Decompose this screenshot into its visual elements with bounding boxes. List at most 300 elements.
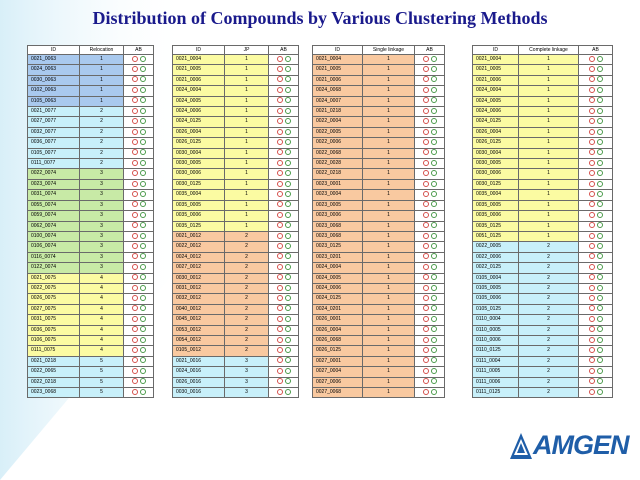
table-row xyxy=(28,169,154,179)
cluster-cell: 1 xyxy=(225,179,269,189)
ring-icon xyxy=(277,378,283,384)
cluster-cell: 2 xyxy=(80,127,124,137)
compound-id-cell: 0026_0004 xyxy=(473,127,519,137)
compound-id-cell: 0024_0016 xyxy=(173,367,225,377)
compound-id-cell: 0035_0125 xyxy=(473,221,519,231)
compound-id-cell: 0035_0125 xyxy=(173,221,225,231)
column-header-ab: AB xyxy=(415,46,445,55)
table-row xyxy=(313,86,445,96)
compound-id-cell: 0024_0004 xyxy=(313,263,363,273)
compound-id-cell: 0106_0075 xyxy=(28,335,80,345)
ring-icon xyxy=(277,243,283,249)
compound-id-cell: 0105_0077 xyxy=(28,148,80,158)
table-row xyxy=(313,346,445,356)
ring-icon xyxy=(589,222,595,228)
ring-icon xyxy=(423,108,429,114)
ring-icon xyxy=(597,222,603,228)
ab-structure-cell xyxy=(415,263,445,273)
ring-icon xyxy=(597,76,603,82)
compound-id-cell: 0023_0068 xyxy=(28,388,80,398)
ring-icon xyxy=(431,326,437,332)
ab-structure-cell xyxy=(124,242,154,252)
table-row xyxy=(173,367,299,377)
ring-icon xyxy=(423,56,429,62)
cluster-cell: 1 xyxy=(363,263,415,273)
ring-icon xyxy=(285,243,291,249)
ring-icon xyxy=(132,76,138,82)
ring-icon xyxy=(140,97,146,103)
cluster-cell: 2 xyxy=(225,263,269,273)
ab-structure-cell xyxy=(269,211,299,221)
cluster-cell: 1 xyxy=(519,179,579,189)
table-row xyxy=(28,273,154,283)
table-row xyxy=(28,159,154,169)
ring-icon xyxy=(431,66,437,72)
ring-icon xyxy=(277,212,283,218)
cluster-cell: 1 xyxy=(519,86,579,96)
ab-structure-cell xyxy=(124,273,154,283)
ring-icon xyxy=(285,337,291,343)
table-row xyxy=(28,367,154,377)
cluster-cell: 1 xyxy=(363,127,415,137)
ab-structure-cell xyxy=(415,294,445,304)
compound-id-cell: 0024_0201 xyxy=(313,304,363,314)
ring-icon xyxy=(597,97,603,103)
compound-id-cell: 0022_0218 xyxy=(28,377,80,387)
compound-id-cell: 0027_0006 xyxy=(313,377,363,387)
compound-id-cell: 0023_0068 xyxy=(313,221,363,231)
ab-structure-cell xyxy=(415,86,445,96)
compound-id-cell: 0105_0063 xyxy=(28,96,80,106)
ring-icon xyxy=(140,149,146,155)
table-row xyxy=(473,117,613,127)
ab-structure-cell xyxy=(579,221,613,231)
table-row xyxy=(173,211,299,221)
ring-icon xyxy=(140,337,146,343)
compound-id-cell: 0105_0005 xyxy=(473,283,519,293)
table-row xyxy=(473,107,613,117)
ab-structure-cell xyxy=(269,367,299,377)
amgen-wordmark: AMGEN xyxy=(533,430,629,460)
ring-icon xyxy=(285,347,291,353)
ab-structure-cell xyxy=(579,304,613,314)
ring-icon xyxy=(431,129,437,135)
ring-icon xyxy=(589,76,595,82)
ring-icon xyxy=(285,129,291,135)
cluster-cell: 2 xyxy=(519,252,579,262)
ring-icon xyxy=(132,66,138,72)
ring-icon xyxy=(132,97,138,103)
table-row xyxy=(173,263,299,273)
ring-icon xyxy=(431,389,437,395)
compound-id-cell: 0030_0125 xyxy=(173,179,225,189)
ring-icon xyxy=(140,170,146,176)
compound-id-cell: 0023_0125 xyxy=(313,242,363,252)
ab-structure-cell xyxy=(415,179,445,189)
ring-icon xyxy=(132,118,138,124)
ab-structure-cell xyxy=(415,200,445,210)
cluster-cell: 1 xyxy=(363,75,415,85)
compound-id-cell: 0027_0075 xyxy=(28,304,80,314)
ring-icon xyxy=(423,212,429,218)
ab-structure-cell xyxy=(124,325,154,335)
cluster-cell: 2 xyxy=(225,231,269,241)
ring-icon xyxy=(597,253,603,259)
compound-id-cell: 0026_0125 xyxy=(313,346,363,356)
ring-icon xyxy=(140,76,146,82)
cluster-cell: 1 xyxy=(519,190,579,200)
ring-icon xyxy=(285,160,291,166)
ring-icon xyxy=(589,149,595,155)
ring-icon xyxy=(132,129,138,135)
ring-icon xyxy=(589,66,595,72)
table-row xyxy=(473,190,613,200)
cluster-cell: 2 xyxy=(519,283,579,293)
compound-id-cell: 0040_0012 xyxy=(173,304,225,314)
compound-id-cell: 0022_0006 xyxy=(313,138,363,148)
compound-id-cell: 0110_0004 xyxy=(473,315,519,325)
compound-id-cell: 0022_0005 xyxy=(473,242,519,252)
compound-id-cell: 0026_0075 xyxy=(28,294,80,304)
compound-id-cell: 0027_0004 xyxy=(313,367,363,377)
cluster-cell: 1 xyxy=(363,242,415,252)
ring-icon xyxy=(132,326,138,332)
table-row xyxy=(473,346,613,356)
cluster-cell: 2 xyxy=(80,148,124,158)
ab-structure-cell xyxy=(415,304,445,314)
ab-structure-cell xyxy=(579,107,613,117)
compound-id-cell: 0035_0004 xyxy=(473,190,519,200)
compound-id-cell: 0021_0063 xyxy=(28,55,80,65)
cluster-cell: 1 xyxy=(225,159,269,169)
ab-structure-cell xyxy=(269,346,299,356)
compound-id-cell: 0024_0005 xyxy=(173,96,225,106)
table-row xyxy=(28,242,154,252)
ring-icon xyxy=(277,222,283,228)
compound-id-cell: 0110_0125 xyxy=(473,346,519,356)
column-header-id: ID xyxy=(173,46,225,55)
ring-icon xyxy=(285,139,291,145)
compound-id-cell: 0031_0074 xyxy=(28,190,80,200)
ring-icon xyxy=(431,347,437,353)
ring-icon xyxy=(277,66,283,72)
ring-icon xyxy=(423,326,429,332)
ab-structure-cell xyxy=(579,96,613,106)
ring-icon xyxy=(431,108,437,114)
ring-icon xyxy=(597,274,603,280)
single-linkage-table xyxy=(312,45,445,398)
compound-id-cell: 0035_0004 xyxy=(173,190,225,200)
compound-id-cell: 0021_0005 xyxy=(313,65,363,75)
cluster-cell: 1 xyxy=(519,96,579,106)
compound-id-cell: 0031_0075 xyxy=(28,315,80,325)
ring-icon xyxy=(277,160,283,166)
cluster-cell: 1 xyxy=(363,117,415,127)
table-row xyxy=(28,283,154,293)
ab-structure-cell xyxy=(269,138,299,148)
compound-id-cell: 0031_0012 xyxy=(173,283,225,293)
ring-icon xyxy=(589,378,595,384)
ring-icon xyxy=(589,97,595,103)
ab-structure-cell xyxy=(269,117,299,127)
ring-icon xyxy=(431,191,437,197)
ring-icon xyxy=(285,274,291,280)
amgen-mountain-icon xyxy=(510,433,532,459)
ring-icon xyxy=(423,305,429,311)
ab-structure-cell xyxy=(579,356,613,366)
compound-id-cell: 0026_0001 xyxy=(313,315,363,325)
ring-icon xyxy=(597,347,603,353)
ring-icon xyxy=(285,170,291,176)
ring-icon xyxy=(589,233,595,239)
ab-structure-cell xyxy=(579,294,613,304)
cluster-cell: 1 xyxy=(519,75,579,85)
cluster-cell: 4 xyxy=(80,325,124,335)
ab-structure-cell xyxy=(124,294,154,304)
ring-icon xyxy=(285,233,291,239)
compound-id-cell: 0030_0016 xyxy=(173,388,225,398)
compound-id-cell: 0045_0012 xyxy=(173,315,225,325)
ring-icon xyxy=(132,212,138,218)
ring-icon xyxy=(423,181,429,187)
ring-icon xyxy=(423,337,429,343)
cluster-cell: 1 xyxy=(80,96,124,106)
cluster-cell: 1 xyxy=(363,335,415,345)
ring-icon xyxy=(423,160,429,166)
ab-structure-cell xyxy=(415,117,445,127)
cluster-cell: 1 xyxy=(225,75,269,85)
ab-structure-cell xyxy=(269,335,299,345)
ring-icon xyxy=(423,274,429,280)
ring-icon xyxy=(285,56,291,62)
table-row xyxy=(473,367,613,377)
ab-structure-cell xyxy=(269,377,299,387)
compound-id-cell: 0027_0012 xyxy=(173,263,225,273)
ab-structure-cell xyxy=(124,252,154,262)
ab-structure-cell xyxy=(579,148,613,158)
ab-structure-cell xyxy=(124,159,154,169)
cluster-cell: 1 xyxy=(80,55,124,65)
ring-icon xyxy=(431,76,437,82)
cluster-cell: 4 xyxy=(80,346,124,356)
ring-icon xyxy=(423,97,429,103)
table-row xyxy=(313,65,445,75)
ab-structure-cell xyxy=(579,211,613,221)
ring-icon xyxy=(589,337,595,343)
ring-icon xyxy=(132,305,138,311)
compound-id-cell: 0059_0074 xyxy=(28,211,80,221)
ring-icon xyxy=(132,285,138,291)
cluster-cell: 1 xyxy=(225,107,269,117)
ring-icon xyxy=(431,118,437,124)
ring-icon xyxy=(431,243,437,249)
compound-id-cell: 0106_0074 xyxy=(28,242,80,252)
table-row xyxy=(173,283,299,293)
compound-id-cell: 0022_0125 xyxy=(473,263,519,273)
ring-icon xyxy=(132,316,138,322)
compound-id-cell: 0026_0125 xyxy=(473,138,519,148)
ab-structure-cell xyxy=(124,211,154,221)
cluster-cell: 3 xyxy=(80,190,124,200)
table-row xyxy=(313,148,445,158)
compound-id-cell: 0035_0006 xyxy=(173,211,225,221)
ab-structure-cell xyxy=(415,211,445,221)
ab-structure-cell xyxy=(269,75,299,85)
cluster-cell: 1 xyxy=(363,159,415,169)
table-row xyxy=(313,231,445,241)
ring-icon xyxy=(277,149,283,155)
ab-structure-cell xyxy=(415,231,445,241)
cluster-cell: 1 xyxy=(363,169,415,179)
ring-icon xyxy=(431,222,437,228)
ab-structure-cell xyxy=(415,367,445,377)
cluster-cell: 3 xyxy=(225,367,269,377)
cluster-cell: 1 xyxy=(225,65,269,75)
ring-icon xyxy=(589,118,595,124)
ab-structure-cell xyxy=(415,127,445,137)
cluster-cell: 2 xyxy=(80,138,124,148)
ring-icon xyxy=(132,357,138,363)
ring-icon xyxy=(285,97,291,103)
table-row xyxy=(28,148,154,158)
ring-icon xyxy=(140,253,146,259)
cluster-cell: 1 xyxy=(363,55,415,65)
amgen-logo xyxy=(510,430,629,461)
ring-icon xyxy=(423,368,429,374)
ring-icon xyxy=(140,326,146,332)
ring-icon xyxy=(132,170,138,176)
compound-id-cell: 0024_0006 xyxy=(313,283,363,293)
cluster-cell: 1 xyxy=(225,55,269,65)
compound-id-cell: 0021_0077 xyxy=(28,107,80,117)
column-header-method: Relocation xyxy=(80,46,124,55)
cluster-cell: 1 xyxy=(363,367,415,377)
cluster-cell: 1 xyxy=(363,377,415,387)
table-row xyxy=(473,200,613,210)
ring-icon xyxy=(597,305,603,311)
cluster-cell: 1 xyxy=(363,356,415,366)
ring-icon xyxy=(277,191,283,197)
compound-id-cell: 0122_0074 xyxy=(28,263,80,273)
ring-icon xyxy=(277,295,283,301)
compound-id-cell: 0023_0068 xyxy=(313,231,363,241)
ring-icon xyxy=(431,233,437,239)
compound-id-cell: 0030_0006 xyxy=(473,169,519,179)
ring-icon xyxy=(597,264,603,270)
cluster-cell: 2 xyxy=(225,335,269,345)
cluster-cell: 1 xyxy=(80,75,124,85)
cluster-cell: 2 xyxy=(519,356,579,366)
compound-id-cell: 0105_0006 xyxy=(473,294,519,304)
ab-structure-cell xyxy=(269,148,299,158)
ring-icon xyxy=(589,181,595,187)
cluster-cell: 3 xyxy=(80,231,124,241)
table-row xyxy=(28,252,154,262)
ring-icon xyxy=(423,316,429,322)
ab-structure-cell xyxy=(415,107,445,117)
table-row xyxy=(313,283,445,293)
ring-icon xyxy=(431,201,437,207)
cluster-cell: 1 xyxy=(225,117,269,127)
cluster-cell: 3 xyxy=(225,388,269,398)
ring-icon xyxy=(132,139,138,145)
ring-icon xyxy=(423,66,429,72)
ring-icon xyxy=(277,201,283,207)
compound-id-cell: 0022_0074 xyxy=(28,169,80,179)
ab-structure-cell xyxy=(415,190,445,200)
table-row xyxy=(473,294,613,304)
table-row xyxy=(313,96,445,106)
ring-icon xyxy=(277,181,283,187)
cluster-cell: 2 xyxy=(80,159,124,169)
header-row xyxy=(28,46,154,55)
table-row xyxy=(473,388,613,398)
table-row xyxy=(313,117,445,127)
compound-id-cell: 0024_0005 xyxy=(473,96,519,106)
ring-icon xyxy=(140,139,146,145)
ring-icon xyxy=(140,357,146,363)
ring-icon xyxy=(132,264,138,270)
ring-icon xyxy=(132,191,138,197)
compound-id-cell: 0022_0075 xyxy=(28,283,80,293)
compound-id-cell: 0053_0012 xyxy=(173,325,225,335)
ring-icon xyxy=(589,347,595,353)
ring-icon xyxy=(589,253,595,259)
ab-structure-cell xyxy=(124,55,154,65)
table-row xyxy=(313,127,445,137)
ring-icon xyxy=(277,129,283,135)
ring-icon xyxy=(132,160,138,166)
compound-id-cell: 0021_0005 xyxy=(473,65,519,75)
ring-icon xyxy=(285,368,291,374)
compound-id-cell: 0022_0006 xyxy=(473,252,519,262)
ab-structure-cell xyxy=(579,273,613,283)
ring-icon xyxy=(277,389,283,395)
ring-icon xyxy=(277,76,283,82)
table-row xyxy=(173,107,299,117)
table-row xyxy=(28,179,154,189)
cluster-cell: 1 xyxy=(225,127,269,137)
ab-structure-cell xyxy=(124,221,154,231)
cluster-cell: 2 xyxy=(225,242,269,252)
ab-structure-cell xyxy=(579,138,613,148)
ab-structure-cell xyxy=(415,335,445,345)
table-row xyxy=(173,388,299,398)
ab-structure-cell xyxy=(269,96,299,106)
compound-id-cell: 0051_0125 xyxy=(473,231,519,241)
compound-id-cell: 0105_0012 xyxy=(173,346,225,356)
table-row xyxy=(28,388,154,398)
compound-id-cell: 0023_0005 xyxy=(313,200,363,210)
cluster-cell: 2 xyxy=(225,283,269,293)
cluster-cell: 1 xyxy=(225,190,269,200)
column-header-method: Complete linkage xyxy=(519,46,579,55)
compound-id-cell: 0021_0004 xyxy=(473,55,519,65)
ring-icon xyxy=(431,56,437,62)
table-row xyxy=(313,221,445,231)
cluster-cell: 3 xyxy=(80,200,124,210)
table-row xyxy=(473,96,613,106)
compound-id-cell: 0030_0005 xyxy=(473,159,519,169)
compound-id-cell: 0027_0068 xyxy=(313,388,363,398)
cluster-cell: 1 xyxy=(363,200,415,210)
ab-structure-cell xyxy=(579,252,613,262)
cluster-cell: 2 xyxy=(519,242,579,252)
ab-structure-cell xyxy=(269,252,299,262)
ring-icon xyxy=(597,87,603,93)
ring-icon xyxy=(277,305,283,311)
compound-id-cell: 0021_0004 xyxy=(173,55,225,65)
